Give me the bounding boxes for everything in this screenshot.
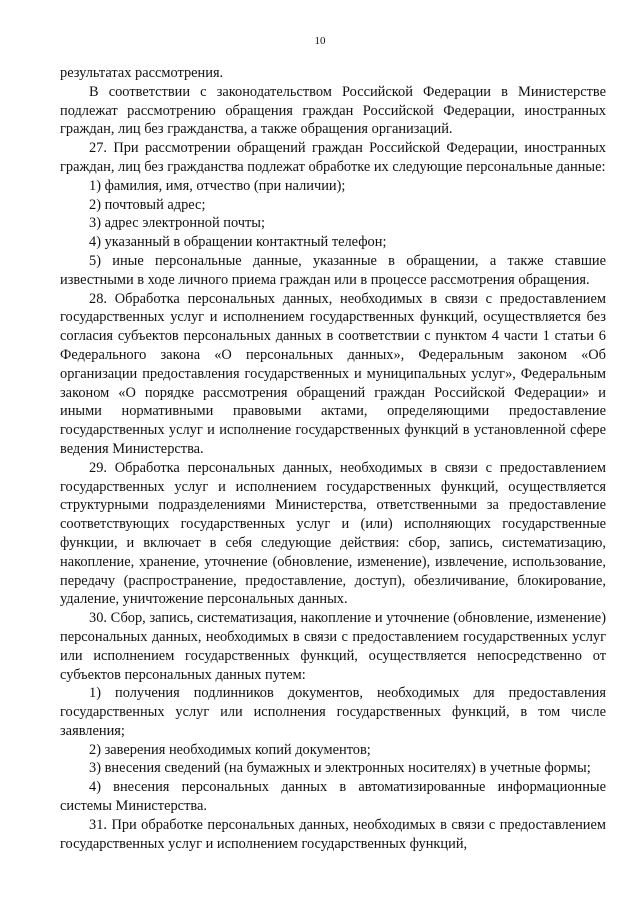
list-item: 3) адрес электронной почты; — [89, 215, 265, 232]
paragraph: В соответствии с законодательством Российской Федерации в Министерстве подлежат рассмотрению обращения граждан Российской Федерации, иностранных граждан, лиц без гражданства, а также обращения организаций. — [60, 83, 606, 138]
list-item: 4) указанный в обращении контактный телефон; — [89, 234, 387, 251]
list-item: 2) почтовый адрес; — [89, 196, 206, 213]
list-item: 3) внесения сведений (на бумажных и электронных носителях) в учетные формы; — [89, 760, 591, 777]
paragraph-clause-27: 27. При рассмотрении обращений граждан Российской Федерации, иностранных граждан, лиц без гражданства подлежат обработке их следующие персональные данные: — [60, 140, 606, 175]
paragraph-continuation: результатах рассмотрения. — [60, 65, 224, 81]
list-item: 2) заверения необходимых копий документов; — [89, 741, 371, 758]
list-item: 5) иные персональные данные, указанные в обращении, а также ставшие известными в ходе личного приема граждан или в процессе рассмотрения обращения. — [60, 252, 606, 288]
paragraph-clause-30: 30. Сбор, запись, систематизация, накопление и уточнение (обновление, изменение) персональных данных, необходимых в связи с предоставлением государственных услуг или исполнением государственных функций, осуществляется непосредственно от субъектов персональных данных путем: — [60, 610, 606, 683]
page-number: 10 — [314, 35, 326, 47]
list-item: 4) внесения персональных данных в автоматизированные информационные системы Министерства. — [60, 779, 606, 815]
document-body — [60, 64, 606, 853]
list-item: 1) фамилия, имя, отчество (при наличии); — [89, 177, 346, 194]
paragraph-clause-28: 28. Обработка персональных данных, необходимых в связи с предоставлением государственных услуг и исполнением государственных функций, осуществляется без согласия субъектов персональных данных в соответствии с пунктом 4 части 1 статьи 6 Федерального закона «О персональных данных», Федеральным законом «Об организации предоставления государственных и муниципальных услуг», Федеральным законом «О порядке рассмотрения обращений граждан Российской Федерации» и иными нормативными правовыми актами, определяющими предоставление государственных услуг и исполнение государственных функций в установленной сфере ведения Министерства. — [60, 290, 606, 457]
paragraph-clause-31: 31. При обработке персональных данных, необходимых в связи с предоставлением государственных услуг и исполнением государственных функций, — [60, 816, 606, 852]
paragraph-clause-29: 29. Обработка персональных данных, необходимых в связи с предоставлением государственных услуг и исполнением государственных функций, осуществляется структурными подразделениями Министерства, ответственными за предоставление соответствующих государственных услуг и (или) исполняющих государственные функции, и включает в себя следующие действия: сбор, запись, систематизацию, накопление, хранение, уточнение (обновление, изменение), извлечение, использование, передачу (распространение, предоставление, доступ), обезличивание, блокирование, удаление, уничтожение персональных данных. — [60, 459, 606, 608]
list-item: 1) получения подлинников документов, необходимых для предоставления государственных услуг или исполнения государственных функций, в том числе заявления; — [60, 685, 606, 739]
